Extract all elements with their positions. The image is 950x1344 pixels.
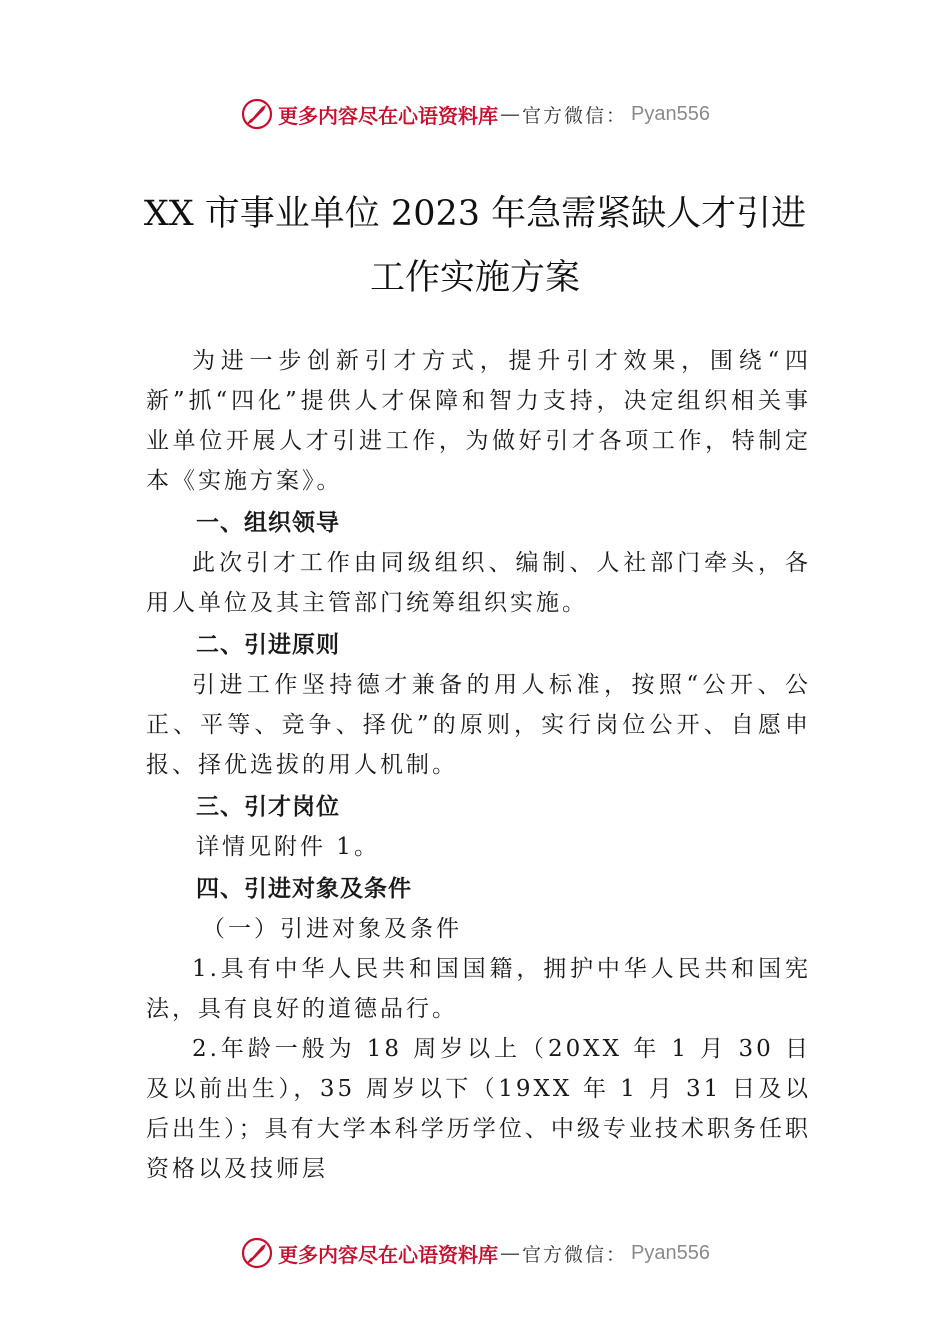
section-2-heading: 二、引进原则 (196, 632, 340, 658)
condition-item-1: 1.具有中华人民共和国国籍，拥护中华人民共和国宪法，具有良好的道德品行。 (146, 956, 811, 1022)
title-line-2: 工作实施方案 (369, 258, 580, 298)
banner-separator: — (500, 102, 520, 126)
quill-logo-icon (240, 1236, 274, 1270)
banner-separator: — (500, 1241, 520, 1265)
condition-item-2: 2.年龄一般为 18 周岁以上（20XX 年 1 月 30 日及以前出生），35 周岁以下（19XX 年 1 月 31 日及以后出生）；具有大学本科学历学位、中级专业技术职务任职资格以及技师层 (146, 1036, 811, 1182)
document-body (146, 341, 811, 1189)
banner-wechat-id: Pyan556 (631, 102, 710, 125)
banner-label: 官方微信： (522, 104, 628, 127)
title-line-1: XX 市事业单位 2023 年急需紧缺人才引进 (143, 194, 807, 234)
section-4-heading: 四、引进对象及条件 (196, 876, 412, 902)
intro-paragraph: 为进一步创新引才方式，提升引才效果，围绕“四新”抓“四化”提供人才保障和智力支持，决定组织相关事业单位开展人才引进工作，为做好引才各项工作，特制定本《实施方案》。 (146, 348, 811, 494)
section-1-text: 此次引才工作由同级组织、编制、人社部门牵头，各用人单位及其主管部门统筹组织实施。 (146, 550, 811, 616)
section-3-heading: 三、引才岗位 (196, 794, 340, 820)
banner-brand: 更多内容尽在心语资料库 (278, 1242, 498, 1267)
section-4-subheading: （一）引进对象及条件 (202, 916, 462, 942)
document-title (100, 182, 850, 310)
quill-logo-icon (240, 97, 274, 131)
section-1-heading: 一、组织领导 (196, 510, 340, 536)
top-banner (0, 94, 950, 134)
section-3-text: 详情见附件 1。 (196, 834, 380, 860)
banner-brand: 更多内容尽在心语资料库 (278, 103, 498, 128)
banner-label: 官方微信： (522, 1243, 628, 1266)
bottom-banner (0, 1233, 950, 1273)
banner-wechat-id: Pyan556 (631, 1241, 710, 1264)
section-2-text: 引进工作坚持德才兼备的用人标准，按照“公开、公正、平等、竞争、择优”的原则，实行岗位公开、自愿申报、择优选拔的用人机制。 (146, 672, 811, 778)
